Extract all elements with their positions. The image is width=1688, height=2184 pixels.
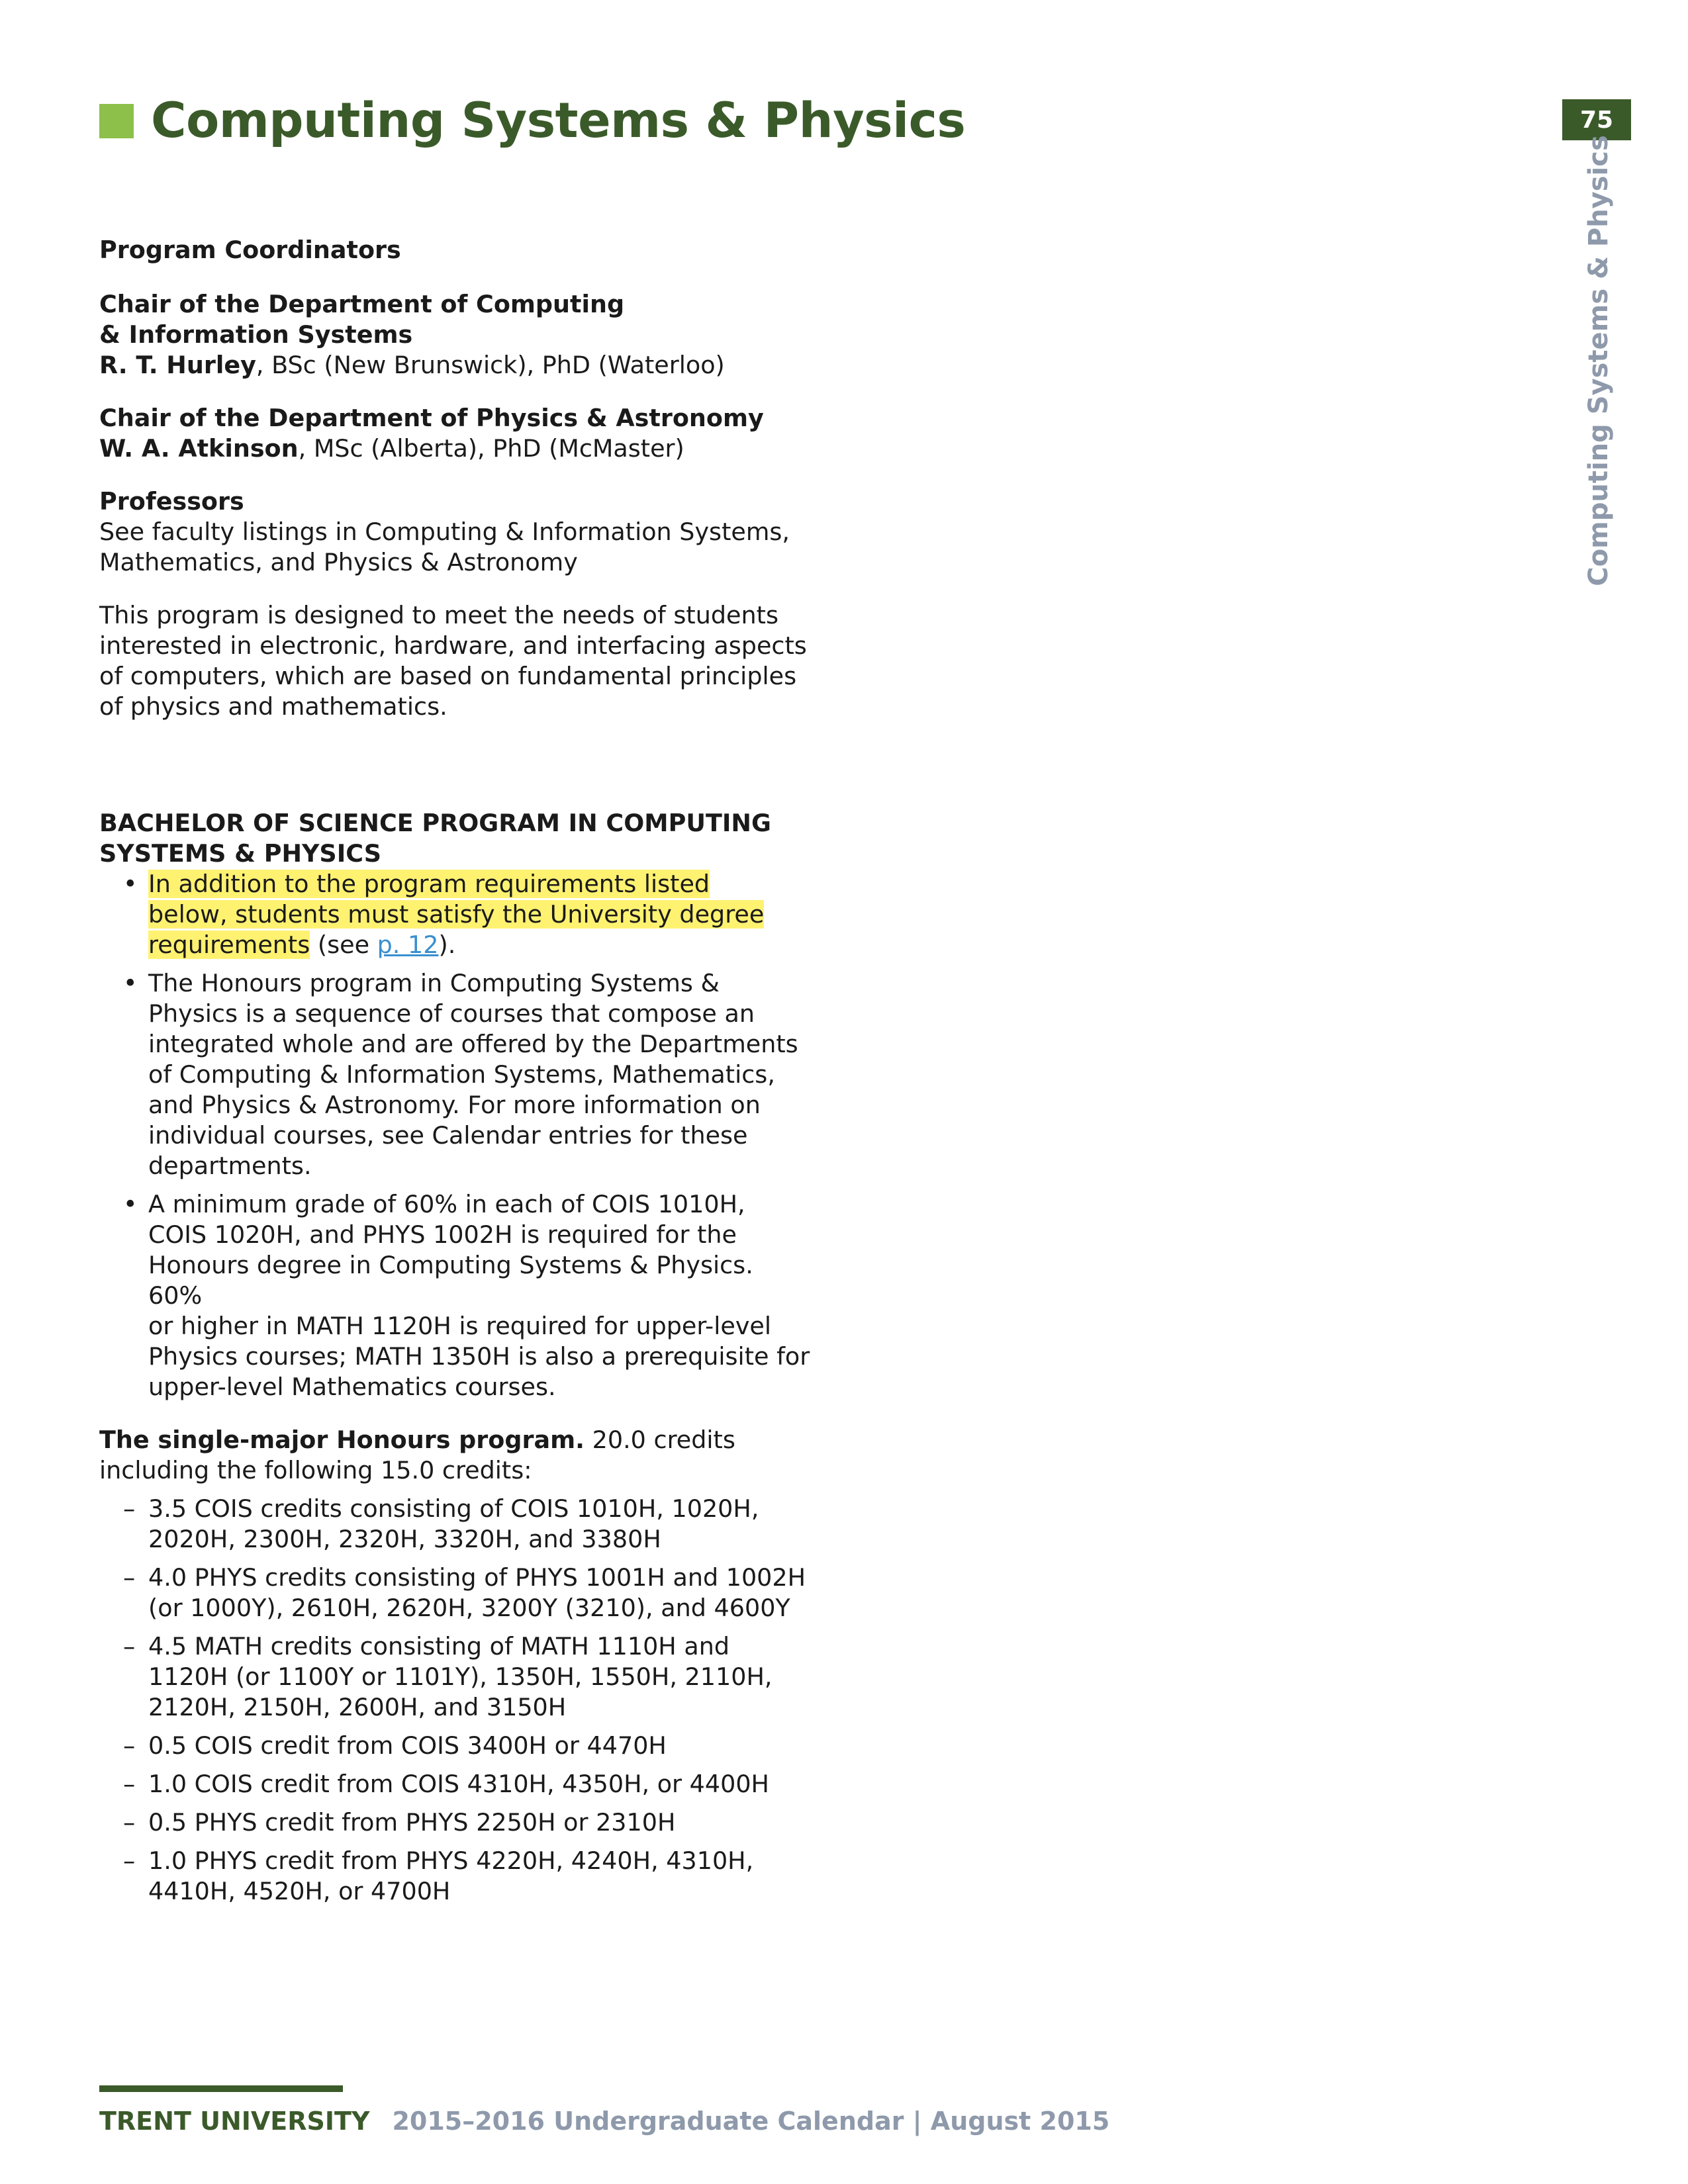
bullet3-line: Physics courses; MATH 1350H is also a prerequisite for	[148, 1342, 810, 1371]
credit-item	[99, 1846, 814, 1907]
dash-marker: –	[123, 1632, 136, 1661]
honours-lead	[99, 1425, 814, 1455]
highlighted-text-3: requirements	[148, 931, 310, 959]
credit-item-line: 0.5 PHYS credit from PHYS 2250H or 2310H	[148, 1808, 676, 1837]
dash-marker: –	[123, 1846, 136, 1875]
credit-item-line: 2020H, 2300H, 2320H, 3320H, and 3380H	[148, 1525, 661, 1553]
bullet-marker: •	[123, 969, 138, 997]
page-title: Computing Systems & Physics	[151, 93, 966, 149]
bsc-bullet-list	[99, 869, 814, 1402]
bullet2-line: Physics is a sequence of courses that compose an	[148, 999, 755, 1028]
chair-computing-person	[99, 350, 814, 381]
page-title-block	[99, 93, 965, 149]
honours-credit-list	[99, 1494, 814, 1907]
chair-physics-name: W. A. Atkinson	[99, 434, 299, 463]
bullet3-line: A minimum grade of 60% in each of COIS 1010H,	[148, 1190, 745, 1218]
bullet3-line: or higher in MATH 1120H is required for upper-level	[148, 1312, 772, 1340]
credit-item	[99, 1807, 814, 1838]
credit-item-line: 1120H (or 1100Y or 1101Y), 1350H, 1550H, 2110H,	[148, 1662, 773, 1691]
dash-marker: –	[123, 1494, 136, 1523]
link-close-text: ).	[438, 931, 456, 959]
dash-marker: –	[123, 1808, 136, 1837]
bullet-minimum-grade	[99, 1189, 814, 1402]
credit-item-line: 0.5 COIS credit from COIS 3400H or 4470H	[148, 1731, 667, 1760]
dash-marker: –	[123, 1731, 136, 1760]
bullet2-line: integrated whole and are offered by the Departments	[148, 1030, 798, 1058]
bsc-heading-line2: SYSTEMS & PHYSICS	[99, 839, 382, 868]
credit-item-line: 1.0 PHYS credit from PHYS 4220H, 4240H, 4310H,	[148, 1846, 754, 1875]
credit-item	[99, 1563, 814, 1623]
footer-university: TRENT UNIVERSITY	[99, 2107, 370, 2136]
chair-computing-title-line1: Chair of the Department of Computing	[99, 290, 625, 318]
chair-physics-title: Chair of the Department of Physics & Astronomy	[99, 404, 764, 432]
chair-computing-name: R. T. Hurley	[99, 351, 256, 379]
bullet2-line: departments.	[148, 1152, 312, 1180]
bullet-marker: •	[123, 870, 138, 898]
intro-line2: interested in electronic, hardware, and interfacing aspects	[99, 631, 807, 660]
side-section-label	[1579, 135, 1618, 586]
bullet3-line: upper-level Mathematics courses.	[148, 1373, 556, 1401]
bullet2-line: of Computing & Information Systems, Mathematics,	[148, 1060, 775, 1089]
footer	[99, 2107, 1109, 2136]
intro-line3: of computers, which are based on fundamental principles	[99, 662, 797, 690]
professors-heading: Professors	[99, 487, 244, 516]
chair-physics-person	[99, 433, 814, 464]
page-number: 75	[1562, 99, 1631, 140]
credit-item	[99, 1631, 814, 1723]
footer-calendar: 2015–2016 Undergraduate Calendar | August 2015	[392, 2107, 1110, 2136]
honours-lead-line2: including the following 15.0 credits:	[99, 1456, 532, 1484]
footer-rule	[99, 2085, 343, 2092]
chair-physics-credentials: , MSc (Alberta), PhD (McMaster)	[298, 434, 684, 463]
credit-item-line: 1.0 COIS credit from COIS 4310H, 4350H, or 4400H	[148, 1770, 770, 1798]
page-12-link[interactable]: p. 12	[377, 931, 439, 959]
professors-text-line2: Mathematics, and Physics & Astronomy	[99, 548, 578, 576]
credit-item-line: 2120H, 2150H, 2600H, and 3150H	[148, 1693, 567, 1721]
bsc-heading-line1: BACHELOR OF SCIENCE PROGRAM IN COMPUTING	[99, 809, 771, 837]
professors-text-line1: See faculty listings in Computing & Information Systems,	[99, 518, 790, 546]
credit-item	[99, 1731, 814, 1761]
intro-line4: of physics and mathematics.	[99, 692, 447, 721]
main-content	[99, 235, 814, 1907]
credit-item-line: 3.5 COIS credits consisting of COIS 1010H, 1020H,	[148, 1494, 759, 1523]
highlighted-text-1: In addition to the program requirements listed	[148, 870, 710, 898]
bullet2-line: and Physics & Astronomy. For more information on	[148, 1091, 761, 1119]
honours-lead-rest: 20.0 credits	[585, 1426, 735, 1454]
see-text: (see	[310, 931, 377, 959]
bullet2-line: individual courses, see Calendar entries for these	[148, 1121, 748, 1150]
honours-lead-bold: The single-major Honours program.	[99, 1426, 585, 1454]
bullet-marker: •	[123, 1190, 138, 1218]
bullet3-line: Honours degree in Computing Systems & Physics. 60%	[148, 1251, 753, 1310]
title-square-icon	[99, 104, 134, 138]
credit-item-line: 4.0 PHYS credits consisting of PHYS 1001H and 1002H	[148, 1563, 806, 1592]
side-section-label-text: Computing Systems & Physics	[1583, 135, 1614, 586]
bullet2-line: The Honours program in Computing Systems &	[148, 969, 720, 997]
program-coordinators-heading: Program Coordinators	[99, 236, 401, 264]
bullet-honours-sequence	[99, 968, 814, 1181]
chair-computing-credentials: , BSc (New Brunswick), PhD (Waterloo)	[256, 351, 725, 379]
bullet-university-requirements	[99, 869, 814, 960]
chair-computing-title-line2: & Information Systems	[99, 320, 413, 349]
dash-marker: –	[123, 1770, 136, 1798]
credit-item-line: 4410H, 4520H, or 4700H	[148, 1877, 451, 1905]
credit-item-line: (or 1000Y), 2610H, 2620H, 3200Y (3210), and 4600Y	[148, 1594, 790, 1622]
bullet3-line: COIS 1020H, and PHYS 1002H is required for the	[148, 1220, 737, 1249]
intro-line1: This program is designed to meet the needs of students	[99, 601, 778, 629]
credit-item-line: 4.5 MATH credits consisting of MATH 1110H and	[148, 1632, 730, 1661]
dash-marker: –	[123, 1563, 136, 1592]
credit-item	[99, 1494, 814, 1555]
credit-item	[99, 1769, 814, 1799]
highlighted-text-2: below, students must satisfy the University degree	[148, 900, 765, 929]
